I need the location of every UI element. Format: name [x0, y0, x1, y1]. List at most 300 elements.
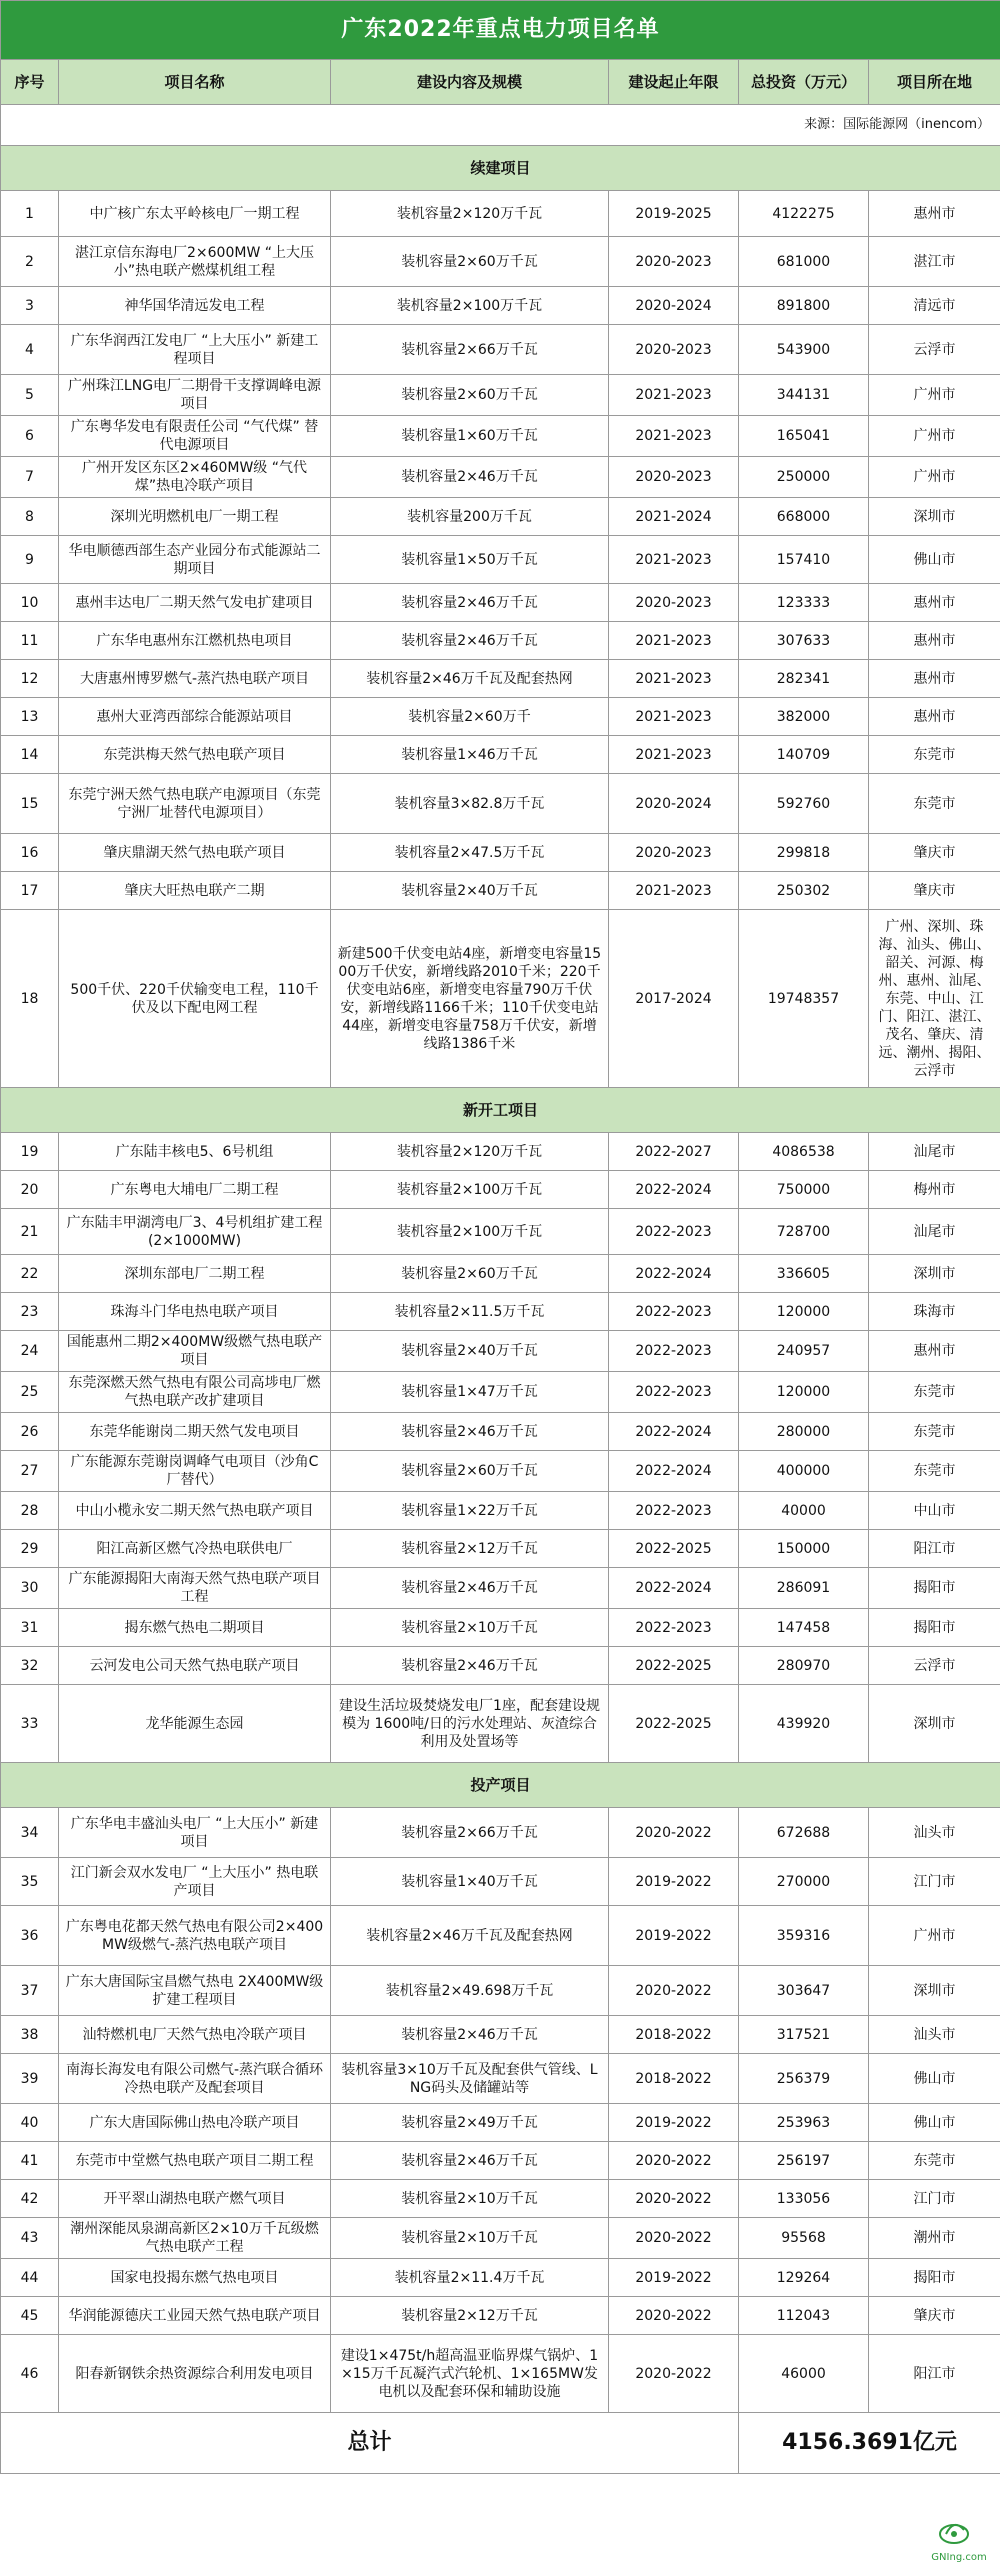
- cell-investment: 40000: [739, 1492, 869, 1530]
- cell-investment: 253963: [739, 2104, 869, 2142]
- table-row: [1, 2180, 1000, 2218]
- column-header-no: 序号: [1, 60, 59, 105]
- table-row: [1, 1451, 1000, 1492]
- cell-no: 36: [1, 1906, 59, 1966]
- cell-project-name: 广东粤华发电有限责任公司 “气代煤” 替代电源项目: [59, 416, 331, 457]
- cell-no: 8: [1, 498, 59, 536]
- cell-project-name: 龙华能源生态园: [59, 1685, 331, 1763]
- cell-investment: 165041: [739, 416, 869, 457]
- cell-investment: 256197: [739, 2142, 869, 2180]
- section-row: [1, 1088, 1000, 1133]
- cell-no: 39: [1, 2054, 59, 2104]
- cell-scope: 装机容量2×40万千瓦: [331, 872, 609, 910]
- column-header-investment: 总投资（万元）: [739, 60, 869, 105]
- cell-years: 2020-2022: [609, 2218, 739, 2259]
- watermark-text: GNIng.com: [931, 2552, 987, 2563]
- cell-years: 2022-2023: [609, 1293, 739, 1331]
- cell-location: 汕头市: [869, 2016, 1000, 2054]
- cell-location: 汕头市: [869, 1808, 1000, 1858]
- cell-project-name: 东莞市中堂燃气热电联产项目二期工程: [59, 2142, 331, 2180]
- cell-project-name: 广东陆丰甲湖湾电厂3、4号机组扩建工程(2×1000MW): [59, 1209, 331, 1255]
- cell-scope: 装机容量2×46万千瓦: [331, 584, 609, 622]
- cell-location: 深圳市: [869, 1685, 1000, 1763]
- table-row: [1, 1685, 1000, 1763]
- table-row: [1, 191, 1000, 237]
- cell-scope: 装机容量2×49万千瓦: [331, 2104, 609, 2142]
- cell-years: 2022-2024: [609, 1451, 739, 1492]
- cell-no: 27: [1, 1451, 59, 1492]
- cell-location: 汕尾市: [869, 1133, 1000, 1171]
- cell-project-name: 南海长海发电有限公司燃气-蒸汽联合循环冷热电联产及配套项目: [59, 2054, 331, 2104]
- cell-scope: 装机容量2×10万千瓦: [331, 2180, 609, 2218]
- cell-no: 33: [1, 1685, 59, 1763]
- table-row: [1, 1647, 1000, 1685]
- cell-no: 3: [1, 287, 59, 325]
- cell-scope: 建设1×475t/h超高温亚临界煤气锅炉、1×15万千瓦凝汽式汽轮机、1×165MW发电机以及配套环保和辅助设施: [331, 2335, 609, 2413]
- cell-project-name: 深圳光明燃机电厂一期工程: [59, 498, 331, 536]
- cell-years: 2022-2023: [609, 1609, 739, 1647]
- cell-years: 2019-2022: [609, 1906, 739, 1966]
- cell-project-name: 广东能源揭阳大南海天然气热电联产项目工程: [59, 1568, 331, 1609]
- cell-no: 25: [1, 1372, 59, 1413]
- cell-no: 34: [1, 1808, 59, 1858]
- cell-scope: 装机容量2×46万千瓦: [331, 457, 609, 498]
- cell-years: 2021-2023: [609, 416, 739, 457]
- cell-location: 汕尾市: [869, 1209, 1000, 1255]
- table-row: [1, 1372, 1000, 1413]
- cell-location: 深圳市: [869, 1966, 1000, 2016]
- table-row: [1, 1492, 1000, 1530]
- cell-scope: 装机容量1×46万千瓦: [331, 736, 609, 774]
- cell-project-name: 中广核广东太平岭核电厂一期工程: [59, 191, 331, 237]
- cell-years: 2020-2024: [609, 287, 739, 325]
- cell-location: 东莞市: [869, 1413, 1000, 1451]
- cell-years: 2021-2023: [609, 375, 739, 416]
- table-row: [1, 375, 1000, 416]
- cell-no: 43: [1, 2218, 59, 2259]
- cell-years: 2017-2024: [609, 910, 739, 1088]
- cell-project-name: 广东华电惠州东江燃机热电项目: [59, 622, 331, 660]
- cell-investment: 286091: [739, 1568, 869, 1609]
- cell-years: 2019-2022: [609, 2104, 739, 2142]
- cell-investment: 728700: [739, 1209, 869, 1255]
- cell-investment: 123333: [739, 584, 869, 622]
- cell-scope: 装机容量2×66万千瓦: [331, 325, 609, 375]
- cell-investment: 250000: [739, 457, 869, 498]
- cell-location: 广州市: [869, 375, 1000, 416]
- cell-no: 5: [1, 375, 59, 416]
- cell-scope: 装机容量2×100万千瓦: [331, 287, 609, 325]
- table-row: [1, 1331, 1000, 1372]
- table-row: [1, 1966, 1000, 2016]
- cell-scope: 装机容量2×40万千瓦: [331, 1331, 609, 1372]
- cell-project-name: 云河发电公司天然气热电联产项目: [59, 1647, 331, 1685]
- cell-years: 2020-2023: [609, 325, 739, 375]
- cell-years: 2021-2023: [609, 536, 739, 584]
- cell-years: 2020-2022: [609, 1966, 739, 2016]
- cell-location: 广州、深圳、珠海、汕头、佛山、韶关、河源、梅州、惠州、汕尾、东莞、中山、江门、阳江、湛江、茂名、肇庆、清远、潮州、揭阳、云浮市: [869, 910, 1000, 1088]
- cell-investment: 157410: [739, 536, 869, 584]
- cell-location: 东莞市: [869, 1372, 1000, 1413]
- cell-project-name: 广东粤电花都天然气热电有限公司2×400MW级燃气-蒸汽热电联产项目: [59, 1906, 331, 1966]
- table-row: [1, 1133, 1000, 1171]
- cell-investment: 303647: [739, 1966, 869, 2016]
- column-header-name: 项目名称: [59, 60, 331, 105]
- table-row: [1, 1413, 1000, 1451]
- cell-scope: 装机容量2×100万千瓦: [331, 1209, 609, 1255]
- cell-location: 佛山市: [869, 2054, 1000, 2104]
- cell-years: 2020-2023: [609, 457, 739, 498]
- cell-years: 2020-2022: [609, 2142, 739, 2180]
- cell-project-name: 肇庆鼎湖天然气热电联产项目: [59, 834, 331, 872]
- cell-investment: 439920: [739, 1685, 869, 1763]
- cell-investment: 668000: [739, 498, 869, 536]
- section-title: 续建项目: [1, 146, 1000, 191]
- table-row: [1, 457, 1000, 498]
- cell-location: 清远市: [869, 287, 1000, 325]
- cell-years: 2022-2024: [609, 1413, 739, 1451]
- cell-investment: 344131: [739, 375, 869, 416]
- cell-no: 4: [1, 325, 59, 375]
- title-row: [1, 1, 1000, 60]
- table-row: [1, 2259, 1000, 2297]
- cell-investment: 19748357: [739, 910, 869, 1088]
- cell-no: 35: [1, 1858, 59, 1906]
- cell-no: 1: [1, 191, 59, 237]
- cell-project-name: 汕特燃机电厂天然气热电冷联产项目: [59, 2016, 331, 2054]
- total-row: [1, 2413, 1000, 2474]
- cell-years: 2020-2022: [609, 1808, 739, 1858]
- cell-no: 6: [1, 416, 59, 457]
- total-label: 总计: [1, 2413, 739, 2474]
- cell-no: 29: [1, 1530, 59, 1568]
- cell-scope: 装机容量2×49.698万千瓦: [331, 1966, 609, 2016]
- cell-investment: 256379: [739, 2054, 869, 2104]
- cell-location: 惠州市: [869, 584, 1000, 622]
- cell-scope: 装机容量2×66万千瓦: [331, 1808, 609, 1858]
- cell-scope: 装机容量200万千瓦: [331, 498, 609, 536]
- cell-location: 广州市: [869, 416, 1000, 457]
- cell-no: 30: [1, 1568, 59, 1609]
- cell-investment: 150000: [739, 1530, 869, 1568]
- cell-no: 17: [1, 872, 59, 910]
- cell-investment: 95568: [739, 2218, 869, 2259]
- table-row: [1, 1568, 1000, 1609]
- cell-investment: 140709: [739, 736, 869, 774]
- table-row: [1, 287, 1000, 325]
- table-row: [1, 698, 1000, 736]
- cell-scope: 新建500千伏变电站4座，新增变电容量1500万千伏安，新增线路2010千米；220千伏变电站6座，新增变电容量790万千伏安，新增线路1166千米；110千伏变电站44座，新增变电容量758万千伏安，新增线路1386千米: [331, 910, 609, 1088]
- cell-no: 20: [1, 1171, 59, 1209]
- cell-years: 2021-2024: [609, 498, 739, 536]
- column-header-location: 项目所在地: [869, 60, 1000, 105]
- cell-project-name: 湛江京信东海电厂2×600MW “上大压小”热电联产燃煤机组工程: [59, 237, 331, 287]
- cell-investment: 543900: [739, 325, 869, 375]
- cell-scope: 装机容量2×60万千瓦: [331, 237, 609, 287]
- cell-project-name: 东莞华能谢岗二期天然气发电项目: [59, 1413, 331, 1451]
- table-row: [1, 1171, 1000, 1209]
- cell-location: 佛山市: [869, 536, 1000, 584]
- cell-no: 37: [1, 1966, 59, 2016]
- cell-years: 2021-2023: [609, 736, 739, 774]
- cell-years: 2022-2023: [609, 1492, 739, 1530]
- cell-no: 11: [1, 622, 59, 660]
- cell-investment: 282341: [739, 660, 869, 698]
- cell-project-name: 华电顺德西部生态产业园分布式能源站二期项目: [59, 536, 331, 584]
- cell-scope: 装机容量2×100万千瓦: [331, 1171, 609, 1209]
- cell-investment: 4086538: [739, 1133, 869, 1171]
- cell-scope: 装机容量2×12万千瓦: [331, 2297, 609, 2335]
- table-row: [1, 2016, 1000, 2054]
- table-row: [1, 325, 1000, 375]
- table-row: [1, 834, 1000, 872]
- cell-years: 2020-2023: [609, 834, 739, 872]
- cell-project-name: 广东能源东莞谢岗调峰气电项目（沙角C厂替代）: [59, 1451, 331, 1492]
- cell-project-name: 阳江高新区燃气冷热电联供电厂: [59, 1530, 331, 1568]
- cell-years: 2020-2022: [609, 2180, 739, 2218]
- cell-project-name: 广东华润西江发电厂 “上大压小” 新建工程项目: [59, 325, 331, 375]
- cell-scope: 装机容量2×46万千瓦: [331, 1568, 609, 1609]
- cell-years: 2022-2027: [609, 1133, 739, 1171]
- cell-location: 深圳市: [869, 1255, 1000, 1293]
- cell-investment: 250302: [739, 872, 869, 910]
- cell-years: 2019-2022: [609, 1858, 739, 1906]
- cell-investment: 240957: [739, 1331, 869, 1372]
- cell-location: 惠州市: [869, 622, 1000, 660]
- cell-no: 16: [1, 834, 59, 872]
- cell-scope: 装机容量2×60万千瓦: [331, 1255, 609, 1293]
- cell-scope: 装机容量2×46万千瓦: [331, 622, 609, 660]
- cell-location: 揭阳市: [869, 2259, 1000, 2297]
- cell-investment: 891800: [739, 287, 869, 325]
- table-row: [1, 2297, 1000, 2335]
- cell-scope: 装机容量2×120万千瓦: [331, 191, 609, 237]
- cell-no: 24: [1, 1331, 59, 1372]
- cell-years: 2022-2023: [609, 1331, 739, 1372]
- cell-location: 揭阳市: [869, 1568, 1000, 1609]
- cell-project-name: 广东大唐国际宝昌燃气热电 2X400MW级扩建工程项目: [59, 1966, 331, 2016]
- cell-scope: 装机容量1×60万千瓦: [331, 416, 609, 457]
- cell-investment: 147458: [739, 1609, 869, 1647]
- cell-years: 2022-2025: [609, 1647, 739, 1685]
- cell-project-name: 500千伏、220千伏输变电工程，110千伏及以下配电网工程: [59, 910, 331, 1088]
- cell-project-name: 阳春新钢铁余热资源综合利用发电项目: [59, 2335, 331, 2413]
- cell-investment: 317521: [739, 2016, 869, 2054]
- cell-scope: 建设生活垃圾焚烧发电厂1座，配套建设规模为 1600吨/日的污水处理站、灰渣综合利用及处置场等: [331, 1685, 609, 1763]
- cell-location: 惠州市: [869, 191, 1000, 237]
- cell-location: 云浮市: [869, 325, 1000, 375]
- table-row: [1, 2335, 1000, 2413]
- cell-project-name: 潮州深能凤泉湖高新区2×10万千瓦级燃气热电联产工程: [59, 2218, 331, 2259]
- cell-years: 2021-2023: [609, 622, 739, 660]
- cell-project-name: 华润能源德庆工业园天然气热电联产项目: [59, 2297, 331, 2335]
- cell-project-name: 中山小榄永安二期天然气热电联产项目: [59, 1492, 331, 1530]
- watermark-logo-icon: [924, 2510, 994, 2566]
- cell-no: 21: [1, 1209, 59, 1255]
- cell-investment: 336605: [739, 1255, 869, 1293]
- cell-years: 2022-2024: [609, 1171, 739, 1209]
- cell-no: 22: [1, 1255, 59, 1293]
- cell-project-name: 江门新会双水发电厂 “上大压小” 热电联产项目: [59, 1858, 331, 1906]
- cell-project-name: 东莞宁洲天然气热电联产电源项目（东莞宁洲厂址替代电源项目）: [59, 774, 331, 834]
- table-row: [1, 910, 1000, 1088]
- cell-location: 惠州市: [869, 1331, 1000, 1372]
- cell-scope: 装机容量2×46万千瓦及配套热网: [331, 1906, 609, 1966]
- cell-scope: 装机容量2×120万千瓦: [331, 1133, 609, 1171]
- cell-scope: 装机容量2×10万千瓦: [331, 1609, 609, 1647]
- section-row: [1, 1763, 1000, 1808]
- cell-investment: 307633: [739, 622, 869, 660]
- cell-project-name: 肇庆大旺热电联产二期: [59, 872, 331, 910]
- cell-location: 中山市: [869, 1492, 1000, 1530]
- cell-project-name: 珠海斗门华电热电联产项目: [59, 1293, 331, 1331]
- cell-no: 32: [1, 1647, 59, 1685]
- cell-location: 东莞市: [869, 736, 1000, 774]
- table-row: [1, 416, 1000, 457]
- cell-years: 2018-2022: [609, 2054, 739, 2104]
- cell-location: 惠州市: [869, 698, 1000, 736]
- cell-no: 13: [1, 698, 59, 736]
- cell-location: 江门市: [869, 2180, 1000, 2218]
- cell-no: 23: [1, 1293, 59, 1331]
- column-header-scope: 建设内容及规模: [331, 60, 609, 105]
- cell-investment: 133056: [739, 2180, 869, 2218]
- cell-years: 2020-2024: [609, 774, 739, 834]
- cell-project-name: 东莞深燃天然气热电有限公司高埗电厂燃气热电联产改扩建项目: [59, 1372, 331, 1413]
- cell-no: 26: [1, 1413, 59, 1451]
- cell-investment: 359316: [739, 1906, 869, 1966]
- cell-scope: 装机容量3×82.8万千瓦: [331, 774, 609, 834]
- cell-years: 2021-2023: [609, 660, 739, 698]
- cell-scope: 装机容量3×10万千瓦及配套供气管线、LNG码头及储罐站等: [331, 2054, 609, 2104]
- cell-no: 12: [1, 660, 59, 698]
- table-row: [1, 1530, 1000, 1568]
- cell-scope: 装机容量2×10万千瓦: [331, 2218, 609, 2259]
- cell-years: 2022-2023: [609, 1209, 739, 1255]
- cell-location: 惠州市: [869, 660, 1000, 698]
- cell-years: 2022-2025: [609, 1685, 739, 1763]
- cell-project-name: 大唐惠州博罗燃气-蒸汽热电联产项目: [59, 660, 331, 698]
- cell-years: 2022-2024: [609, 1255, 739, 1293]
- header-row: [1, 60, 1000, 105]
- cell-location: 深圳市: [869, 498, 1000, 536]
- cell-investment: 129264: [739, 2259, 869, 2297]
- table-row: [1, 237, 1000, 287]
- cell-location: 揭阳市: [869, 1609, 1000, 1647]
- cell-scope: 装机容量2×12万千瓦: [331, 1530, 609, 1568]
- cell-years: 2021-2023: [609, 698, 739, 736]
- cell-investment: 120000: [739, 1293, 869, 1331]
- cell-scope: 装机容量2×60万千瓦: [331, 1451, 609, 1492]
- cell-location: 湛江市: [869, 237, 1000, 287]
- cell-project-name: 国家电投揭东燃气热电项目: [59, 2259, 331, 2297]
- cell-project-name: 广东粤电大埔电厂二期工程: [59, 1171, 331, 1209]
- cell-investment: 681000: [739, 237, 869, 287]
- cell-scope: 装机容量1×40万千瓦: [331, 1858, 609, 1906]
- source-note: 来源：国际能源网（inencom）: [1, 105, 1000, 146]
- cell-years: 2020-2022: [609, 2335, 739, 2413]
- cell-location: 云浮市: [869, 1647, 1000, 1685]
- cell-investment: 280000: [739, 1413, 869, 1451]
- cell-location: 阳江市: [869, 2335, 1000, 2413]
- table-row: [1, 2218, 1000, 2259]
- cell-project-name: 广东陆丰核电5、6号机组: [59, 1133, 331, 1171]
- cell-location: 珠海市: [869, 1293, 1000, 1331]
- cell-years: 2019-2022: [609, 2259, 739, 2297]
- cell-location: 东莞市: [869, 1451, 1000, 1492]
- cell-scope: 装机容量2×60万千: [331, 698, 609, 736]
- cell-location: 阳江市: [869, 1530, 1000, 1568]
- table-row: [1, 1255, 1000, 1293]
- cell-no: 40: [1, 2104, 59, 2142]
- cell-no: 44: [1, 2259, 59, 2297]
- section-title: 投产项目: [1, 1763, 1000, 1808]
- cell-no: 41: [1, 2142, 59, 2180]
- source-row: [1, 105, 1000, 146]
- cell-no: 18: [1, 910, 59, 1088]
- cell-project-name: 东莞洪梅天然气热电联产项目: [59, 736, 331, 774]
- cell-project-name: 广东大唐国际佛山热电冷联产项目: [59, 2104, 331, 2142]
- cell-scope: 装机容量2×60万千瓦: [331, 375, 609, 416]
- cell-years: 2021-2023: [609, 872, 739, 910]
- cell-no: 9: [1, 536, 59, 584]
- cell-no: 28: [1, 1492, 59, 1530]
- cell-project-name: 国能惠州二期2×400MW级燃气热电联产项目: [59, 1331, 331, 1372]
- table-row: [1, 1808, 1000, 1858]
- cell-no: 14: [1, 736, 59, 774]
- cell-scope: 装机容量1×47万千瓦: [331, 1372, 609, 1413]
- table-row: [1, 1209, 1000, 1255]
- cell-years: 2019-2025: [609, 191, 739, 237]
- cell-investment: 382000: [739, 698, 869, 736]
- cell-years: 2020-2023: [609, 584, 739, 622]
- cell-project-name: 深圳东部电厂二期工程: [59, 1255, 331, 1293]
- table-row: [1, 536, 1000, 584]
- section-row: [1, 146, 1000, 191]
- cell-investment: 46000: [739, 2335, 869, 2413]
- table-row: [1, 736, 1000, 774]
- cell-years: 2020-2022: [609, 2297, 739, 2335]
- cell-years: 2022-2024: [609, 1568, 739, 1609]
- cell-scope: 装机容量1×22万千瓦: [331, 1492, 609, 1530]
- cell-scope: 装机容量2×11.5万千瓦: [331, 1293, 609, 1331]
- cell-project-name: 揭东燃气热电二期项目: [59, 1609, 331, 1647]
- cell-no: 38: [1, 2016, 59, 2054]
- cell-scope: 装机容量2×46万千瓦: [331, 2142, 609, 2180]
- cell-investment: 280970: [739, 1647, 869, 1685]
- table-row: [1, 584, 1000, 622]
- table-row: [1, 2142, 1000, 2180]
- cell-years: 2018-2022: [609, 2016, 739, 2054]
- cell-scope: 装机容量2×46万千瓦: [331, 2016, 609, 2054]
- table-row: [1, 498, 1000, 536]
- cell-no: 42: [1, 2180, 59, 2218]
- table-row: [1, 622, 1000, 660]
- cell-location: 潮州市: [869, 2218, 1000, 2259]
- cell-project-name: 开平翠山湖热电联产燃气项目: [59, 2180, 331, 2218]
- table-row: [1, 872, 1000, 910]
- cell-location: 江门市: [869, 1858, 1000, 1906]
- cell-investment: 120000: [739, 1372, 869, 1413]
- cell-no: 19: [1, 1133, 59, 1171]
- cell-investment: 400000: [739, 1451, 869, 1492]
- table-row: [1, 1858, 1000, 1906]
- table-row: [1, 1293, 1000, 1331]
- cell-project-name: 惠州大亚湾西部综合能源站项目: [59, 698, 331, 736]
- cell-investment: 672688: [739, 1808, 869, 1858]
- cell-project-name: 广州开发区东区2×460MW级 “气代煤”热电冷联产项目: [59, 457, 331, 498]
- cell-location: 广州市: [869, 1906, 1000, 1966]
